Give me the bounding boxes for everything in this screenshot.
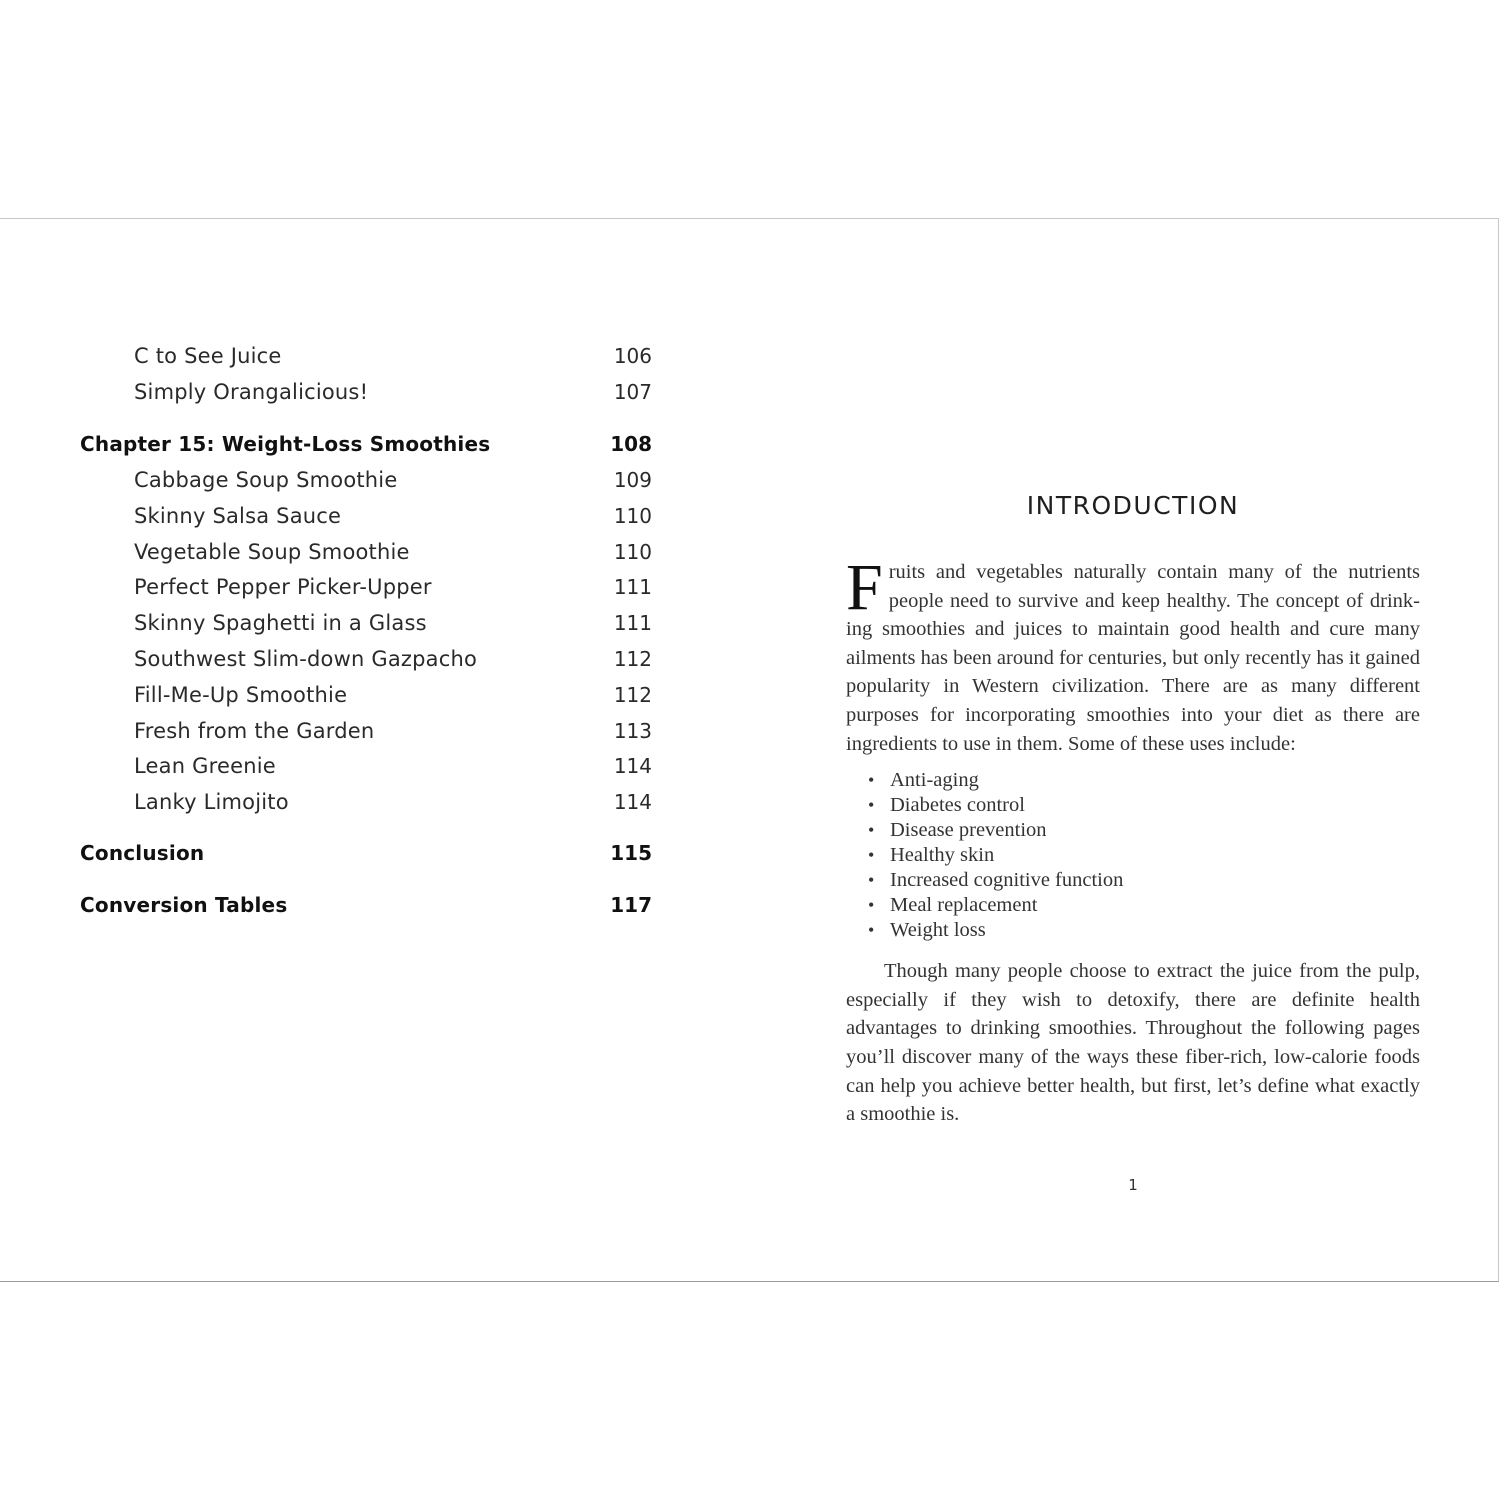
bullet-icon: • [868,895,875,916]
list-item [846,893,1420,918]
toc-entry-page: 113 [613,719,652,743]
toc-entry[interactable] [80,463,652,497]
toc-entry-title: Lean Greenie [134,754,276,778]
bullet-icon: • [868,845,875,866]
toc-chapter-page: 108 [610,432,652,456]
book-spread [0,218,1499,1282]
toc-entry-page: 106 [613,344,652,368]
toc-entry[interactable] [80,339,652,373]
toc-entry-page: 112 [613,683,652,707]
toc-entry-page: 114 [613,754,652,778]
toc-entry-page: 111 [613,575,652,599]
toc-entry[interactable] [80,642,652,676]
toc-entry-title: Southwest Slim-down Gazpacho [134,647,478,671]
list-item-text: Anti-aging [890,769,979,792]
toc-chapter-title: Conclusion [80,841,205,865]
toc-entry-page: 107 [613,380,652,404]
toc-entry-title: Perfect Pepper Picker-Upper [134,575,432,599]
toc-entry-title: Skinny Spaghetti in a Glass [134,611,427,635]
toc-chapter-title: Chapter 15: Weight-Loss Smoothies [80,432,491,456]
toc-entry-title: Lanky Limojito [134,790,289,814]
list-item-text: Healthy skin [890,844,995,867]
toc-entry-page: 110 [613,540,652,564]
toc-entry[interactable] [80,606,652,640]
toc-entry[interactable] [80,535,652,569]
list-item [846,918,1420,943]
toc-chapter-page: 115 [610,841,652,865]
toc-chapter[interactable] [80,836,652,870]
toc-entry-page: 114 [613,790,652,814]
toc-entry[interactable] [80,749,652,783]
toc-entry-title: Simply Orangalicious! [134,380,369,404]
chapter-heading: INTRODUCTION [1026,491,1240,520]
toc-entry[interactable] [80,375,652,409]
intro-paragraph-1 [846,551,1420,758]
page-number: 1 [1128,1176,1138,1194]
toc-entry[interactable] [80,570,652,604]
toc-entry-title: Fresh from the Garden [134,719,375,743]
toc-chapter-title: Conversion Tables [80,893,288,917]
list-item [846,793,1420,818]
bullet-icon: • [868,870,875,891]
list-item [846,868,1420,893]
toc-entry-title: C to See Juice [134,344,282,368]
toc-entry[interactable] [80,678,652,712]
toc-entry-title: Fill-Me-Up Smoothie [134,683,348,707]
intro-paragraph-2: Though many people choose to extract the juice from the pulp, especially if they wish to detoxify, there are definite health advantages to drinking smoothies. Throughout the following pages you’ll discover many of the ways these fiber-rich, low-calorie foods can help you achieve better health, but first, let’s define what exactly a smoothie is. [846,960,1420,1126]
bullet-icon: • [868,920,875,941]
list-item-text: Increased cognitive function [890,869,1124,892]
toc-entry-title: Vegetable Soup Smoothie [134,540,410,564]
list-item [846,768,1420,793]
intro-body [846,551,1420,1129]
toc-entry-title: Cabbage Soup Smoothie [134,468,398,492]
toc-chapter[interactable] [80,888,652,922]
drop-cap: F [846,551,883,624]
toc-chapter[interactable] [80,427,652,461]
list-item [846,818,1420,843]
bullet-icon: • [868,770,875,791]
toc-entry[interactable] [80,785,652,819]
toc-entry-title: Skinny Salsa Sauce [134,504,342,528]
list-item-text: Weight loss [890,919,986,942]
list-item-text: Disease prevention [890,819,1047,842]
toc-chapter-page: 117 [610,893,652,917]
bullet-icon: • [868,795,875,816]
intro-paragraph-1-text: ruits and vegetables naturally contain many of the nutrients people need to survive and keep healthy. The concept of drinking smoothies and juices to maintain good health and cure many ailments has been around for centuries, but only recently has it gained popularity in Western civilization. There are as many different purposes for incorporating smoothies into your diet as there are ingredients to use in them. Some of these uses include: [846,561,1420,755]
toc-entry-page: 111 [613,611,652,635]
toc-entry-page: 109 [613,468,652,492]
toc-entry-page: 110 [613,504,652,528]
bullet-icon: • [868,820,875,841]
uses-list [846,768,1420,943]
list-item-text: Meal replacement [890,894,1038,917]
toc-entry-page: 112 [613,647,652,671]
list-item [846,843,1420,868]
toc-entry[interactable] [80,499,652,533]
toc-entry[interactable] [80,714,652,748]
list-item-text: Diabetes control [890,794,1025,817]
